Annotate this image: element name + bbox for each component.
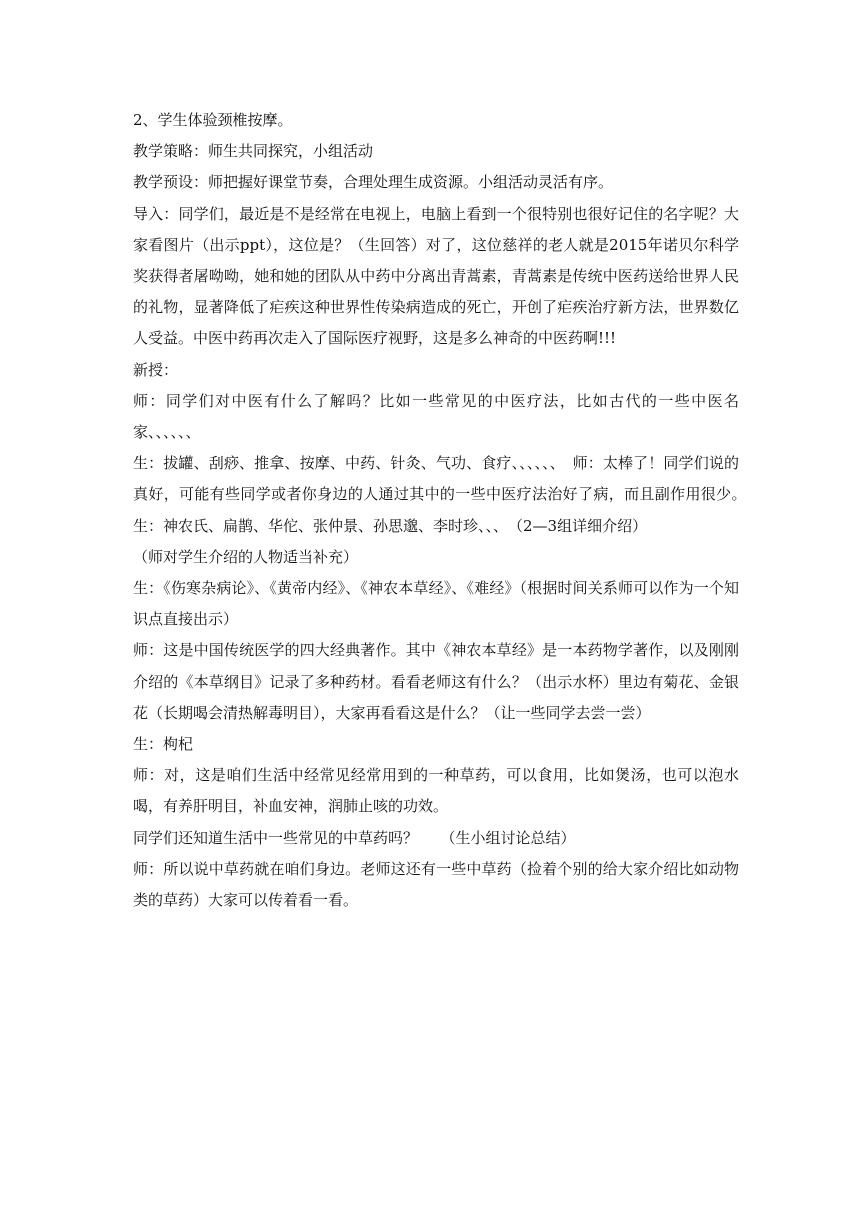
document-page — [133, 105, 755, 916]
paragraph-common-herbs-question: 同学们还知道生活中一些常见的中草药吗？ （生小组讨论总结） — [133, 828, 576, 847]
paragraph-new-lesson-heading: 新授： — [133, 360, 179, 379]
paragraph-introduction: 导入：同学们，最近是不是经常在电视上，电脑上看到一个很特别也很好记住的名字呢？大家看图片（出示ppt），这位是？（生回答）对了，这位慈祥的老人就是2015年诺贝尔科学奖获得者屠呦呦，她和她的团队从中药中分离出青蒿素，青蒿素是传统中医药送给世界人民的礼物，显著降低了疟疾这种世界性传染病造成的死亡，开创了疟疾治疗新方法，世界数亿人受益。中医中药再次走入了国际医疗视野，这是多么神奇的中医药啊!!! — [133, 204, 739, 348]
paragraph-four-classics: 师：这是中国传统医学的四大经典著作。其中《神农本草经》是一本药物学著作，以及刚刚介绍的《本草纲目》记录了多种药材。看看老师这有什么？（出示水杯）里边有菊花、金银花（长期喝会清热解毒明目），大家再看看这是什么？（让一些同学去尝一尝） — [133, 641, 739, 722]
paragraph-teaching-preset: 教学预设：师把握好课堂节奏，合理处理生成资源。小组活动灵活有序。 — [133, 173, 614, 192]
paragraph-student-answers: 生：拔罐、刮痧、推拿、按摩、中药、针灸、气功、食疗、、、、、、 师：太棒了！同学们说的真好，可能有些同学或者你身边的人通过其中的一些中医疗法治好了病，而且副作用很少。 生：神农氏、扁鹊、华佗、张仲景、孙思邈、李时珍、、、 （2—3组详细介绍） — [133, 454, 755, 535]
paragraph-student-goji: 生：枸杞 — [133, 735, 194, 754]
paragraph-teacher-question: 师：同学们对中医有什么了解吗？比如一些常见的中医疗法，比如古代的一些中医名家、、、、、、 — [133, 391, 739, 442]
paragraph-herbs-around-us: 师：所以说中草药就在咱们身边。老师这还有一些中草药（捡着个别的给大家介绍比如动物类的草药）大家可以传着看一看。 — [133, 859, 739, 910]
paragraph-goji-explanation: 师：对，这是咱们生活中经常见经常用到的一种草药，可以食用，比如煲汤，也可以泡水喝，有养肝明目，补血安神，润肺止咳的功效。 — [133, 766, 739, 816]
paragraph-teaching-strategy: 教学策略：师生共同探究，小组活动 — [133, 142, 374, 161]
paragraph-step-2: 2、学生体验颈椎按摩。 — [133, 111, 293, 129]
paragraph-teacher-supplement: （师对学生介绍的人物适当补充） — [133, 547, 359, 566]
paragraph-classic-works: 生：《伤寒杂病论》、《黄帝内经》、《神农本草经》、《难经》（根据时间关系师可以作为一个知识点直接出示） — [133, 579, 739, 629]
